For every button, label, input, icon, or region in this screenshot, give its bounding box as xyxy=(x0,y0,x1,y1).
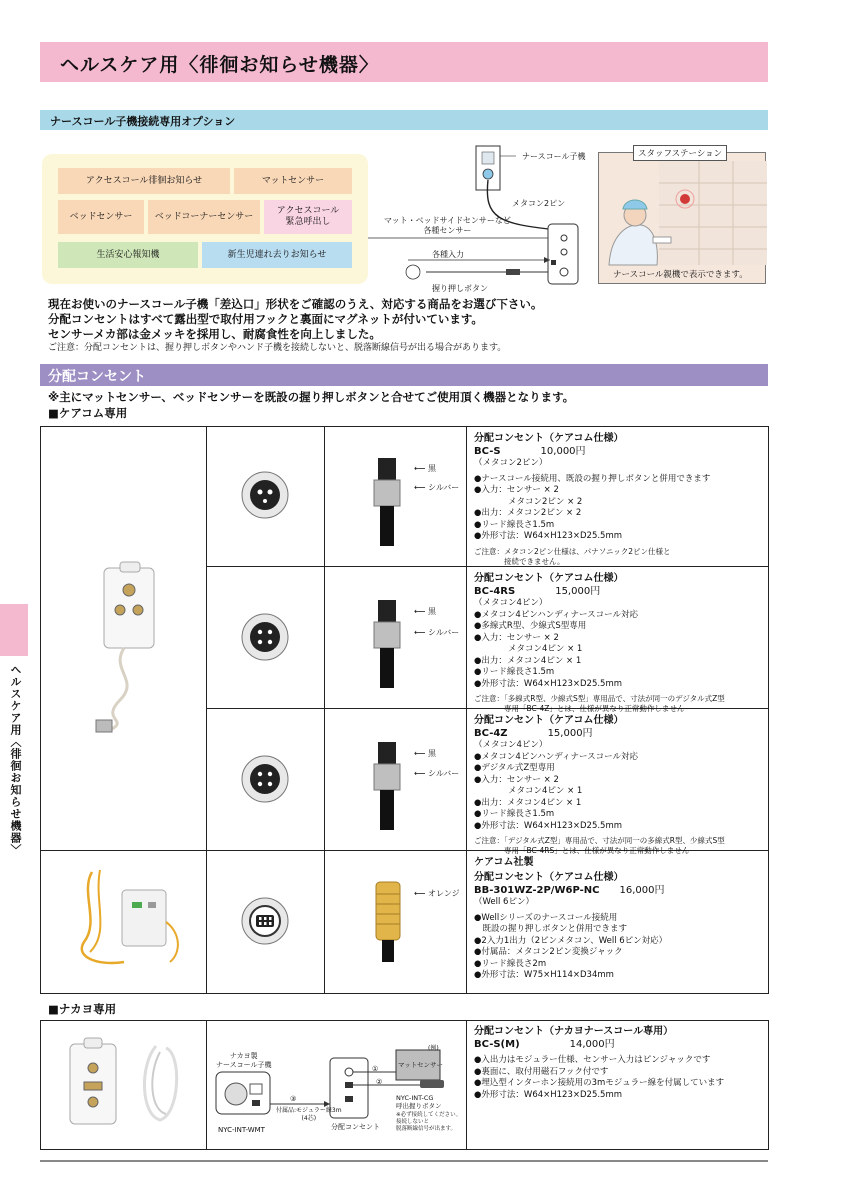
label-nurse-call-unit: ナースコール子機 xyxy=(522,152,586,161)
spec-line: ●外形寸法：W64×H123×D25.5mm xyxy=(474,1089,623,1100)
divider xyxy=(466,426,467,994)
page-title: ヘルスケア用〈徘徊お知らせ機器〉 xyxy=(60,54,379,76)
spec-line: ●外形寸法：W75×H114×D34mm xyxy=(474,970,614,980)
well-6pin-socket-icon xyxy=(240,896,290,946)
distribution-section-title: 分配コンセント xyxy=(48,369,146,385)
spec-line: ●Wellシリーズのナースコール接続用 xyxy=(474,912,618,923)
product-note: 専用「BC-4RS」とは、仕様が異なり正常動作しません xyxy=(474,846,690,855)
spec-line: メタコン2ピン × 2 xyxy=(474,496,583,507)
footer-rule xyxy=(40,1160,768,1162)
nakayo-num-1: ① xyxy=(372,1065,379,1073)
product-note: ご注意：「多線式R型、少線式S型」専用品で、寸法が同一のデジタル式Z型 xyxy=(474,694,725,703)
nakayo-button-model: NYC-INT-CG 呼出握りボタン xyxy=(396,1094,442,1110)
product-title: 分配コンセント（ケアコム仕様） xyxy=(474,715,624,726)
notes-block xyxy=(48,297,542,355)
option-box-newborn-alarm: 新生児連れ去りお知らせ xyxy=(202,242,352,268)
product-price: 15,000円 xyxy=(555,586,601,597)
option-panel xyxy=(42,154,368,284)
product-note: 専用「BC-4Z」とは、仕様が異なり正常動作しません xyxy=(474,704,685,713)
note-line-3: センサーメカ部は金メッキを採用し、耐腐食性を向上しました。 xyxy=(48,327,381,341)
product-sub: （Well 6ピン） xyxy=(474,897,534,907)
spec-line: ●外形寸法：W64×H123×D25.5mm xyxy=(474,531,623,541)
option-box-mat-sensor: マットセンサー xyxy=(234,168,352,194)
product-title: 分配コンセント（ケアコム仕様） xyxy=(474,433,624,444)
product-title: 分配コンセント（ナカヨナースコール専用） xyxy=(474,1026,674,1037)
nakayo-label: ■ナカヨ専用 xyxy=(48,1002,117,1016)
nakayo-unit-model: NYC-INT-WMT xyxy=(218,1126,265,1134)
spec-line: ●入出力はモジュラー仕様、センサー入力はピンジャックです xyxy=(474,1055,711,1065)
product-model: BC-4RS xyxy=(474,586,516,597)
option-box-life-alarm: 生活安心報知機 xyxy=(58,242,198,268)
note-line-2: 分配コンセントはすべて露出型で取付用フックと裏面にマグネットが付いています。 xyxy=(48,312,483,326)
product-bc-4z xyxy=(474,714,725,856)
label-black: ⟵ 黒 xyxy=(414,749,437,758)
spec-line: ●出力：メタコン4ピン × 1 xyxy=(474,797,582,808)
side-tab-text: ヘルスケア用〈徘徊お知らせ機器〉 xyxy=(9,664,22,856)
divider xyxy=(324,426,325,994)
staff-station-message: ナースコール親機で表示できます。 xyxy=(613,270,748,280)
product-bc-4rs xyxy=(474,572,725,714)
spec-line: ●リード線長さ1.5m xyxy=(474,667,555,677)
caycom-label: ■ケアコム専用 xyxy=(48,406,128,420)
spec-line: ●リード線長さ1.5m xyxy=(474,809,555,819)
spec-line: ●リード線長さ2m xyxy=(474,958,547,969)
product-title: 分配コンセント（ケアコム仕様） xyxy=(474,573,624,584)
product-note: ご注意：メタコン2ピン仕様は、パナソニック2ピン仕様と xyxy=(474,546,671,556)
nakayo-example-tag: (例) xyxy=(428,1045,439,1052)
label-black: ⟵ 黒 xyxy=(414,607,437,616)
label-silver: ⟵ シルバー xyxy=(414,483,460,492)
label-sensors: マット・ベッドサイドセンサーなど 各種センサー xyxy=(384,216,511,235)
product-price: 10,000円 xyxy=(540,446,586,457)
distribution-lead: ※主にマットセンサー、ベッドセンサーを既設の握り押しボタンと合せてご使用頂く機器となります。 xyxy=(48,390,575,404)
distribution-section-bar xyxy=(40,364,768,386)
nakayo-outlet-label: 分配コンセント xyxy=(331,1123,380,1131)
product-maker: ケアコム社製 xyxy=(474,857,534,868)
spec-line: ●入力：センサー × 2 xyxy=(474,485,559,495)
bb-301wz-product-photo xyxy=(70,862,190,972)
spec-line: ●2入力1出力（2ピンメタコン、Well 6ピン対応） xyxy=(474,935,668,946)
metacon-4pin-plug-photo xyxy=(368,740,408,836)
page-title-bar xyxy=(40,42,768,82)
spec-line: メタコン4ピン × 1 xyxy=(474,786,583,796)
product-note: ご注意：「デジタル式Z型」専用品で、寸法が同一の多線式R型、少線式S型 xyxy=(474,836,725,845)
option-section-title: ナースコール子機接続専用オプション xyxy=(50,115,236,128)
spec-line: ●ナースコール接続用、既設の握り押しボタンと併用できます xyxy=(474,473,711,484)
product-model: BC-S(M) xyxy=(474,1039,520,1050)
label-input: 各種入力 xyxy=(432,250,464,259)
spec-line: ●外形寸法：W64×H123×D25.5mm xyxy=(474,678,623,689)
label-silver: ⟵ シルバー xyxy=(414,628,460,637)
label-metacon: メタコン2ピン xyxy=(512,199,566,208)
label-orange: ⟵ オレンジ xyxy=(414,889,460,898)
spec-line: ●多線式R型、少線式S型専用 xyxy=(474,621,587,631)
bc-s-m-product-photo xyxy=(56,1034,196,1134)
product-sub: （メタコン4ピン） xyxy=(474,740,548,750)
spec-line: ●入力：センサー × 2 xyxy=(474,632,559,643)
spec-line: ●出力：メタコン2ピン × 2 xyxy=(474,508,582,518)
product-sub: （メタコン2ピン） xyxy=(474,458,548,468)
spec-line: ●メタコン4ピンハンディナースコール対応 xyxy=(474,609,638,620)
spec-line: ●裏面に、取付用磁石フック付です xyxy=(474,1066,609,1077)
spec-line: ●付属品：メタコン2ピン変換ジャック xyxy=(474,947,623,957)
metacon-2pin-socket-icon xyxy=(240,470,290,520)
spec-line: ●出力：メタコン4ピン × 1 xyxy=(474,655,582,666)
bc-s-product-photo xyxy=(90,560,180,740)
option-box-emergency-call: アクセスコール 緊急呼出し xyxy=(264,200,352,234)
spec-line: ●リード線長さ1.5m xyxy=(474,519,555,530)
label-silver: ⟵ シルバー xyxy=(414,769,460,778)
spec-line: ●入力：センサー × 2 xyxy=(474,774,559,785)
well-6pin-plug-photo xyxy=(368,880,408,964)
nakayo-unit-label: ナカヨ製 ナースコール子機 xyxy=(216,1052,272,1069)
option-box-bed-sensor: ベッドセンサー xyxy=(58,200,144,234)
product-model: BB-301WZ-2P/W6P-NC xyxy=(474,885,600,896)
product-title: 分配コンセント（ケアコム仕様） xyxy=(474,872,624,883)
spec-line: ●メタコン4ピンハンディナースコール対応 xyxy=(474,751,638,762)
staff-station-label: スタッフステーション xyxy=(633,145,727,161)
nakayo-mat-label: マットセンサー xyxy=(398,1061,444,1069)
label-push-button: 握り押しボタン xyxy=(432,284,488,293)
spec-line: ●埋込型インターホン接続用の3mモジュラー線を付属しています xyxy=(474,1078,725,1088)
product-note: 接続できません。 xyxy=(474,556,565,566)
product-price: 15,000円 xyxy=(547,728,593,739)
divider xyxy=(206,426,207,994)
product-bb-301wz xyxy=(474,856,667,982)
divider xyxy=(466,1020,467,1150)
metacon-2pin-plug-photo xyxy=(368,456,408,552)
product-model: BC-4Z xyxy=(474,728,508,739)
label-black: ⟵ 黒 xyxy=(414,464,437,473)
staff-station-illustration xyxy=(598,149,766,284)
metacon-4pin-socket-icon xyxy=(240,754,290,804)
side-tab xyxy=(0,604,28,656)
option-box-access-call: アクセスコール徘徊お知らせ xyxy=(58,168,230,194)
product-price: 16,000円 xyxy=(619,885,665,896)
nakayo-num-3: ③ xyxy=(290,1095,297,1103)
product-bc-s xyxy=(474,432,710,567)
nakayo-button-note: ※必ず接続してください。 接続しないと 脱落断線信号が出ます。 xyxy=(396,1112,462,1132)
product-model: BC-S xyxy=(474,446,501,457)
spec-line: ●外形寸法：W64×H123×D25.5mm xyxy=(474,820,623,831)
option-box-bed-corner-sensor: ベッドコーナーセンサー xyxy=(148,200,260,234)
staff-nurse-icon xyxy=(599,153,767,285)
nakayo-cable-label: 付属品:モジュラー線3m (4芯) xyxy=(276,1107,342,1122)
option-section-bar xyxy=(40,110,768,130)
product-sub: （メタコン4ピン） xyxy=(474,598,548,608)
product-bc-s-m xyxy=(474,1025,724,1101)
note-line-4: ご注意：分配コンセントは、握り押しボタンやハンド子機を接続しないと、脱落断線信号が出る場合があります。 xyxy=(48,343,507,353)
spec-line: ●デジタル式Z型専用 xyxy=(474,763,555,773)
metacon-4pin-socket-icon xyxy=(240,612,290,662)
metacon-4pin-plug-photo xyxy=(368,598,408,694)
spec-line: 既設の握り押しボタンと併用できます xyxy=(474,924,628,934)
nakayo-num-2: ② xyxy=(376,1078,383,1086)
product-price: 14,000円 xyxy=(569,1039,615,1050)
note-line-1: 現在お使いのナースコール子機「差込口」形状をご確認のうえ、対応する商品をお選び下さい。 xyxy=(48,297,543,311)
spec-line: メタコン4ピン × 1 xyxy=(474,644,583,654)
